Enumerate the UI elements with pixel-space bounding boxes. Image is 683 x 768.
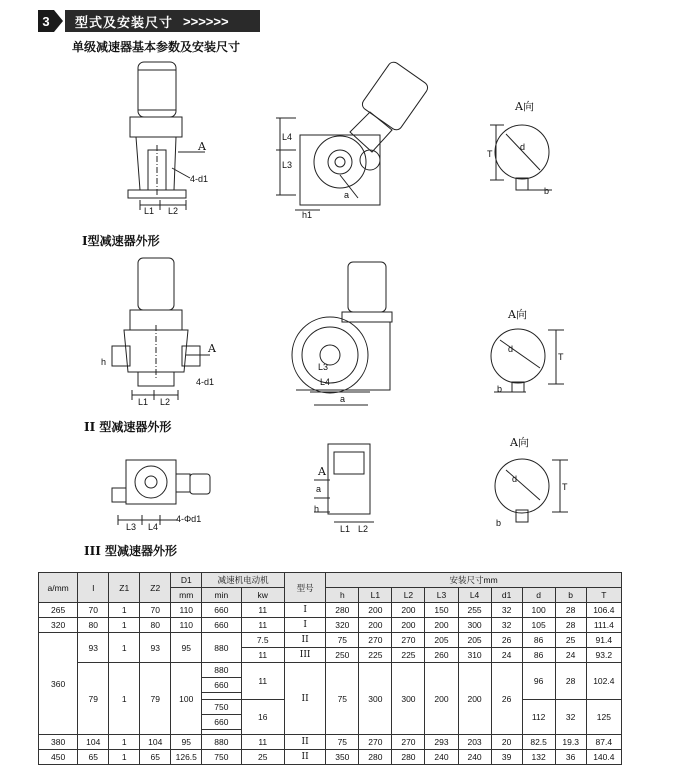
table-cell: 205 [458, 633, 491, 648]
table-cell: 28 [555, 603, 586, 618]
table-cell: 360 [39, 633, 78, 735]
table-cell: 200 [359, 618, 392, 633]
table-cell: 11 [241, 648, 284, 663]
caption-type1: I型减速器外形 [82, 234, 160, 248]
table-cell: 24 [555, 648, 586, 663]
type1-side-view [276, 60, 430, 210]
table-cell: L2 [392, 588, 425, 603]
type3-A-view [495, 459, 568, 522]
type3-a-label: a [316, 484, 322, 494]
table-cell: 240 [425, 750, 458, 765]
table-cell: 200 [359, 603, 392, 618]
type2-A-label: A [208, 342, 216, 355]
type3-4phid1-label: 4-Φd1 [176, 514, 202, 524]
table-cell: 240 [458, 750, 491, 765]
table-cell: II [284, 735, 325, 750]
table-cell: 105 [522, 618, 555, 633]
type2-L2-label: L2 [160, 397, 171, 407]
table-cell: 减速机电动机 [202, 573, 285, 588]
table-cell: 28 [555, 663, 586, 700]
table-cell: 300 [458, 618, 491, 633]
table-cell: 32 [491, 618, 522, 633]
table-cell: 65 [140, 750, 171, 765]
table-cell [202, 693, 241, 700]
table-cell: 80 [78, 618, 109, 633]
table-cell: 203 [458, 735, 491, 750]
table-cell: 205 [425, 633, 458, 648]
table-cell: 11 [241, 735, 284, 750]
table-cell: 86 [522, 633, 555, 648]
table-cell: 100 [522, 603, 555, 618]
table-cell: 300 [392, 663, 425, 735]
table-cell: 293 [425, 735, 458, 750]
table-cell: 39 [491, 750, 522, 765]
table-cell: 93 [140, 633, 171, 663]
table-cell: 20 [491, 735, 522, 750]
table-cell: 96 [522, 663, 555, 700]
table-cell: L3 [425, 588, 458, 603]
table-cell: min [202, 588, 241, 603]
table-cell: 200 [425, 618, 458, 633]
table-cell: 安装尺寸mm [326, 573, 622, 588]
table-cell: 255 [458, 603, 491, 618]
table-cell: 880 [202, 735, 241, 750]
table-cell: 16 [241, 700, 284, 735]
type3-A-label: A [318, 465, 326, 478]
type2-A-view [491, 329, 564, 392]
table-cell: 380 [39, 735, 78, 750]
table-row [39, 750, 622, 765]
table-cell: d1 [491, 588, 522, 603]
table-cell: 65 [78, 750, 109, 765]
table-cell: 104 [78, 735, 109, 750]
table-cell: 1 [109, 603, 140, 618]
type2-L4-label: L4 [320, 377, 331, 387]
table-cell: 102.4 [586, 663, 621, 700]
table-row [39, 633, 622, 648]
type1-L4-label: L4 [282, 132, 293, 142]
table-cell: 80 [140, 618, 171, 633]
table-cell: Z2 [140, 573, 171, 603]
type1-front-view [128, 62, 205, 210]
table-cell: T [586, 588, 621, 603]
table-cell: L4 [458, 588, 491, 603]
table-cell: I [284, 603, 325, 618]
table-cell: 79 [78, 663, 109, 735]
type2-Aview-label: A向 [508, 308, 527, 321]
table-cell: 82.5 [522, 735, 555, 750]
section-number: 3 [38, 10, 54, 32]
table-cell: 260 [425, 648, 458, 663]
type2-L1-label: L1 [138, 397, 149, 407]
table-cell: 280 [359, 750, 392, 765]
table-cell: 75 [326, 663, 359, 735]
table-cell: 200 [392, 603, 425, 618]
table-row [39, 603, 622, 618]
caption-type2: II 型减速器外形 [84, 420, 172, 434]
type1-A-view [490, 125, 552, 190]
table-cell: 1 [109, 633, 140, 663]
table-row [39, 663, 622, 678]
table-cell: 111.4 [586, 618, 621, 633]
table-cell: 93 [78, 633, 109, 663]
table-cell: 280 [392, 750, 425, 765]
table-cell: 660 [202, 603, 241, 618]
table-cell: 450 [39, 750, 78, 765]
table-cell: 125 [586, 700, 621, 735]
table-cell: 75 [326, 735, 359, 750]
table-cell: 19.3 [555, 735, 586, 750]
type3-L2-label: L2 [358, 524, 369, 534]
type1-b-label: b [544, 186, 550, 196]
type3-h-label: h [314, 504, 320, 514]
table-cell: 660 [202, 678, 241, 693]
type3-b-label: b [496, 518, 502, 528]
table-cell: 200 [458, 663, 491, 735]
table-cell: 70 [140, 603, 171, 618]
type1-A-label: A [198, 140, 206, 153]
table-cell: 126.5 [171, 750, 202, 765]
table-cell: 250 [326, 648, 359, 663]
table-cell: 7.5 [241, 633, 284, 648]
table-cell: 140.4 [586, 750, 621, 765]
type3-L1-label: L1 [340, 524, 351, 534]
table-cell: 95 [171, 735, 202, 750]
type1-Aview-label: A向 [515, 100, 534, 113]
type3-side-view [314, 444, 374, 522]
table-cell: II [284, 750, 325, 765]
table-cell: 24 [491, 648, 522, 663]
table-cell: 1 [109, 735, 140, 750]
table-cell: 270 [359, 633, 392, 648]
table-cell: III [284, 648, 325, 663]
type1-L2-label: L2 [168, 206, 179, 216]
type2-side-view [292, 262, 392, 405]
table-cell: 25 [555, 633, 586, 648]
table-cell: 270 [392, 735, 425, 750]
table-cell: 26 [491, 663, 522, 735]
caption-type3: III 型减速器外形 [84, 544, 178, 558]
table-cell: a/mm [39, 573, 78, 603]
type2-d-label: d [508, 344, 514, 354]
type1-L1-label: L1 [144, 206, 155, 216]
table-cell: 95 [171, 633, 202, 663]
table-cell: 型号 [284, 573, 325, 603]
table-cell: D1 [171, 573, 202, 588]
table-cell: 150 [425, 603, 458, 618]
table-cell: 110 [171, 603, 202, 618]
table-cell: 32 [555, 700, 586, 735]
table-cell: 112 [522, 700, 555, 735]
table-cell: 100 [171, 663, 202, 735]
type2-b-label: b [497, 384, 503, 394]
type3-Aview-label: A向 [510, 436, 529, 449]
table-cell: 1 [109, 663, 140, 735]
type1-h1-label: h1 [302, 210, 313, 220]
table-cell: 350 [326, 750, 359, 765]
table-cell: 1 [109, 618, 140, 633]
table-cell: 880 [202, 663, 241, 678]
type1-T-label: T [487, 149, 493, 159]
table-cell: 11 [241, 603, 284, 618]
table-cell: 106.4 [586, 603, 621, 618]
table-cell: 91.4 [586, 633, 621, 648]
table-cell: 280 [326, 603, 359, 618]
spec-table [38, 572, 622, 765]
table-cell: 75 [326, 633, 359, 648]
type1-d-label: d [520, 142, 526, 152]
table-cell: 36 [555, 750, 586, 765]
page-subtitle: 单级减速器基本参数及安装尺寸 [72, 40, 241, 54]
table-cell: 110 [171, 618, 202, 633]
table-cell: 87.4 [586, 735, 621, 750]
table-cell: 300 [359, 663, 392, 735]
table-cell: 11 [241, 618, 284, 633]
table-cell: 270 [359, 735, 392, 750]
table-cell: 200 [392, 618, 425, 633]
table-cell: 11 [241, 663, 284, 700]
type3-L4-label: L4 [148, 522, 159, 532]
table-cell: 225 [392, 648, 425, 663]
table-cell: 26 [491, 633, 522, 648]
type2-T-label: T [558, 352, 564, 362]
table-cell: 225 [359, 648, 392, 663]
table-cell: II [284, 633, 325, 648]
table-cell: 28 [555, 618, 586, 633]
table-cell: I [284, 618, 325, 633]
table-row [39, 735, 622, 750]
table-cell: 750 [202, 750, 241, 765]
type2-h-label: h [101, 357, 107, 367]
section-chevrons: >>>>>> [183, 13, 229, 29]
section-title: 型式及安装尺寸 [75, 14, 174, 30]
table-cell: 660 [202, 715, 241, 730]
type2-4d1-label: 4-d1 [196, 377, 215, 387]
table-cell: b [555, 588, 586, 603]
type1-4d1-label: 4-d1 [190, 174, 209, 184]
table-cell: 1 [109, 750, 140, 765]
table-cell: 750 [202, 700, 241, 715]
table-cell: I [78, 573, 109, 603]
table-cell: 86 [522, 648, 555, 663]
table-cell: II [284, 663, 325, 735]
table-cell: kw [241, 588, 284, 603]
table-cell: d [522, 588, 555, 603]
table-cell: 310 [458, 648, 491, 663]
table-cell: Z1 [109, 573, 140, 603]
type3-d-label: d [512, 474, 518, 484]
table-cell: 70 [78, 603, 109, 618]
type2-a-label: a [340, 394, 346, 404]
table-cell: 270 [392, 633, 425, 648]
table-row [39, 618, 622, 633]
table-cell: h [326, 588, 359, 603]
table-cell: 265 [39, 603, 78, 618]
type1-L3-label: L3 [282, 160, 293, 170]
table-cell: 200 [425, 663, 458, 735]
table-cell: 104 [140, 735, 171, 750]
table-cell: 132 [522, 750, 555, 765]
table-cell: 320 [326, 618, 359, 633]
table-cell: 320 [39, 618, 78, 633]
table-cell: 79 [140, 663, 171, 735]
type3-L3-label: L3 [126, 522, 137, 532]
table-cell: 880 [202, 633, 241, 663]
type3-T-label: T [562, 482, 568, 492]
table-cell: 93.2 [586, 648, 621, 663]
table-header-row-1 [39, 573, 622, 588]
table-cell: L1 [359, 588, 392, 603]
type2-L3-label: L3 [318, 362, 329, 372]
table-cell: 32 [491, 603, 522, 618]
table-cell: 25 [241, 750, 284, 765]
table-cell: mm [171, 588, 202, 603]
table-cell: 660 [202, 618, 241, 633]
type1-a-label: a [344, 190, 350, 200]
